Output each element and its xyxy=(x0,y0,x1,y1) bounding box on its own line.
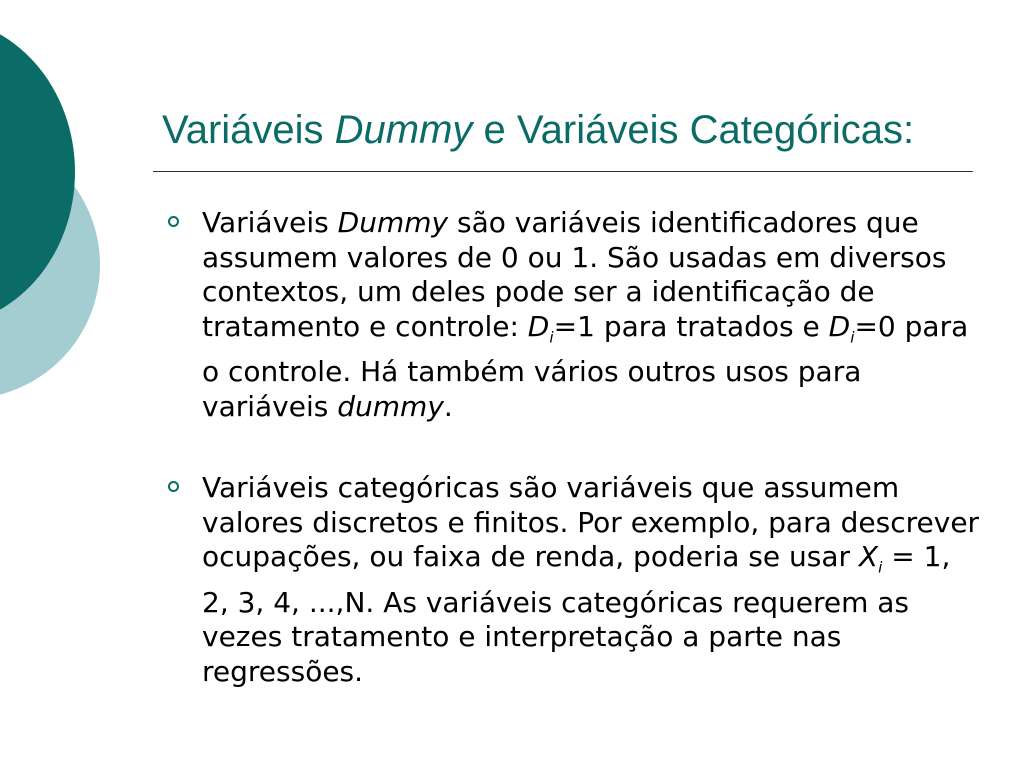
bullet-list xyxy=(162,206,982,689)
bullet-1-text-4: =0 para o controle. Há também vários outros usos para variáveis xyxy=(202,309,969,423)
title-part-2: e Variáveis Categóricas: xyxy=(472,108,915,152)
hollow-circle-bullet-icon xyxy=(168,216,179,227)
bullet-2-var-x: X xyxy=(858,540,879,574)
title-divider xyxy=(153,171,973,172)
bullet-1-italic-dummy-2: dummy xyxy=(337,389,444,423)
slide-title xyxy=(162,102,914,158)
title-part-1: Variáveis xyxy=(162,108,335,152)
bullet-1-var-d-control: D xyxy=(828,309,851,343)
bullet-1-italic-dummy: Dummy xyxy=(337,206,449,239)
bullet-2-subscript-i: i xyxy=(878,558,883,577)
bullet-1-text-2: são variáveis identificadores que assumem valores de 0 ou 1. São usadas em diversos contextos, um deles pode ser a identificação de tratamento e controle: xyxy=(202,206,947,343)
bullet-2-text-2: = 1, 2, 3, 4, ...,N. As variáveis categóricas requerem as vezes tratamento e interpretação a parte nas regressões. xyxy=(202,540,951,688)
bullet-2-text-1: Variáveis categóricas são variáveis que assumem valores discretos e finitos. Por exemplo, para descrever ocupações, ou faixa de renda, poderia se usar xyxy=(202,471,980,574)
bullet-item-categorical xyxy=(162,471,982,689)
hollow-circle-bullet-icon xyxy=(168,481,179,492)
bullet-1-var-d-treated: D xyxy=(527,309,550,343)
title-italic-dummy: Dummy xyxy=(334,108,473,152)
bullet-item-dummy xyxy=(162,206,982,424)
bullet-1-text-1: Variáveis xyxy=(202,206,338,239)
bullet-1-text-5: . xyxy=(443,389,453,423)
bullet-1-subscript-i-1: i xyxy=(549,328,554,347)
bullet-1-text-3: =1 para tratados e xyxy=(553,309,829,343)
bullet-1-subscript-i-2: i xyxy=(850,328,855,347)
